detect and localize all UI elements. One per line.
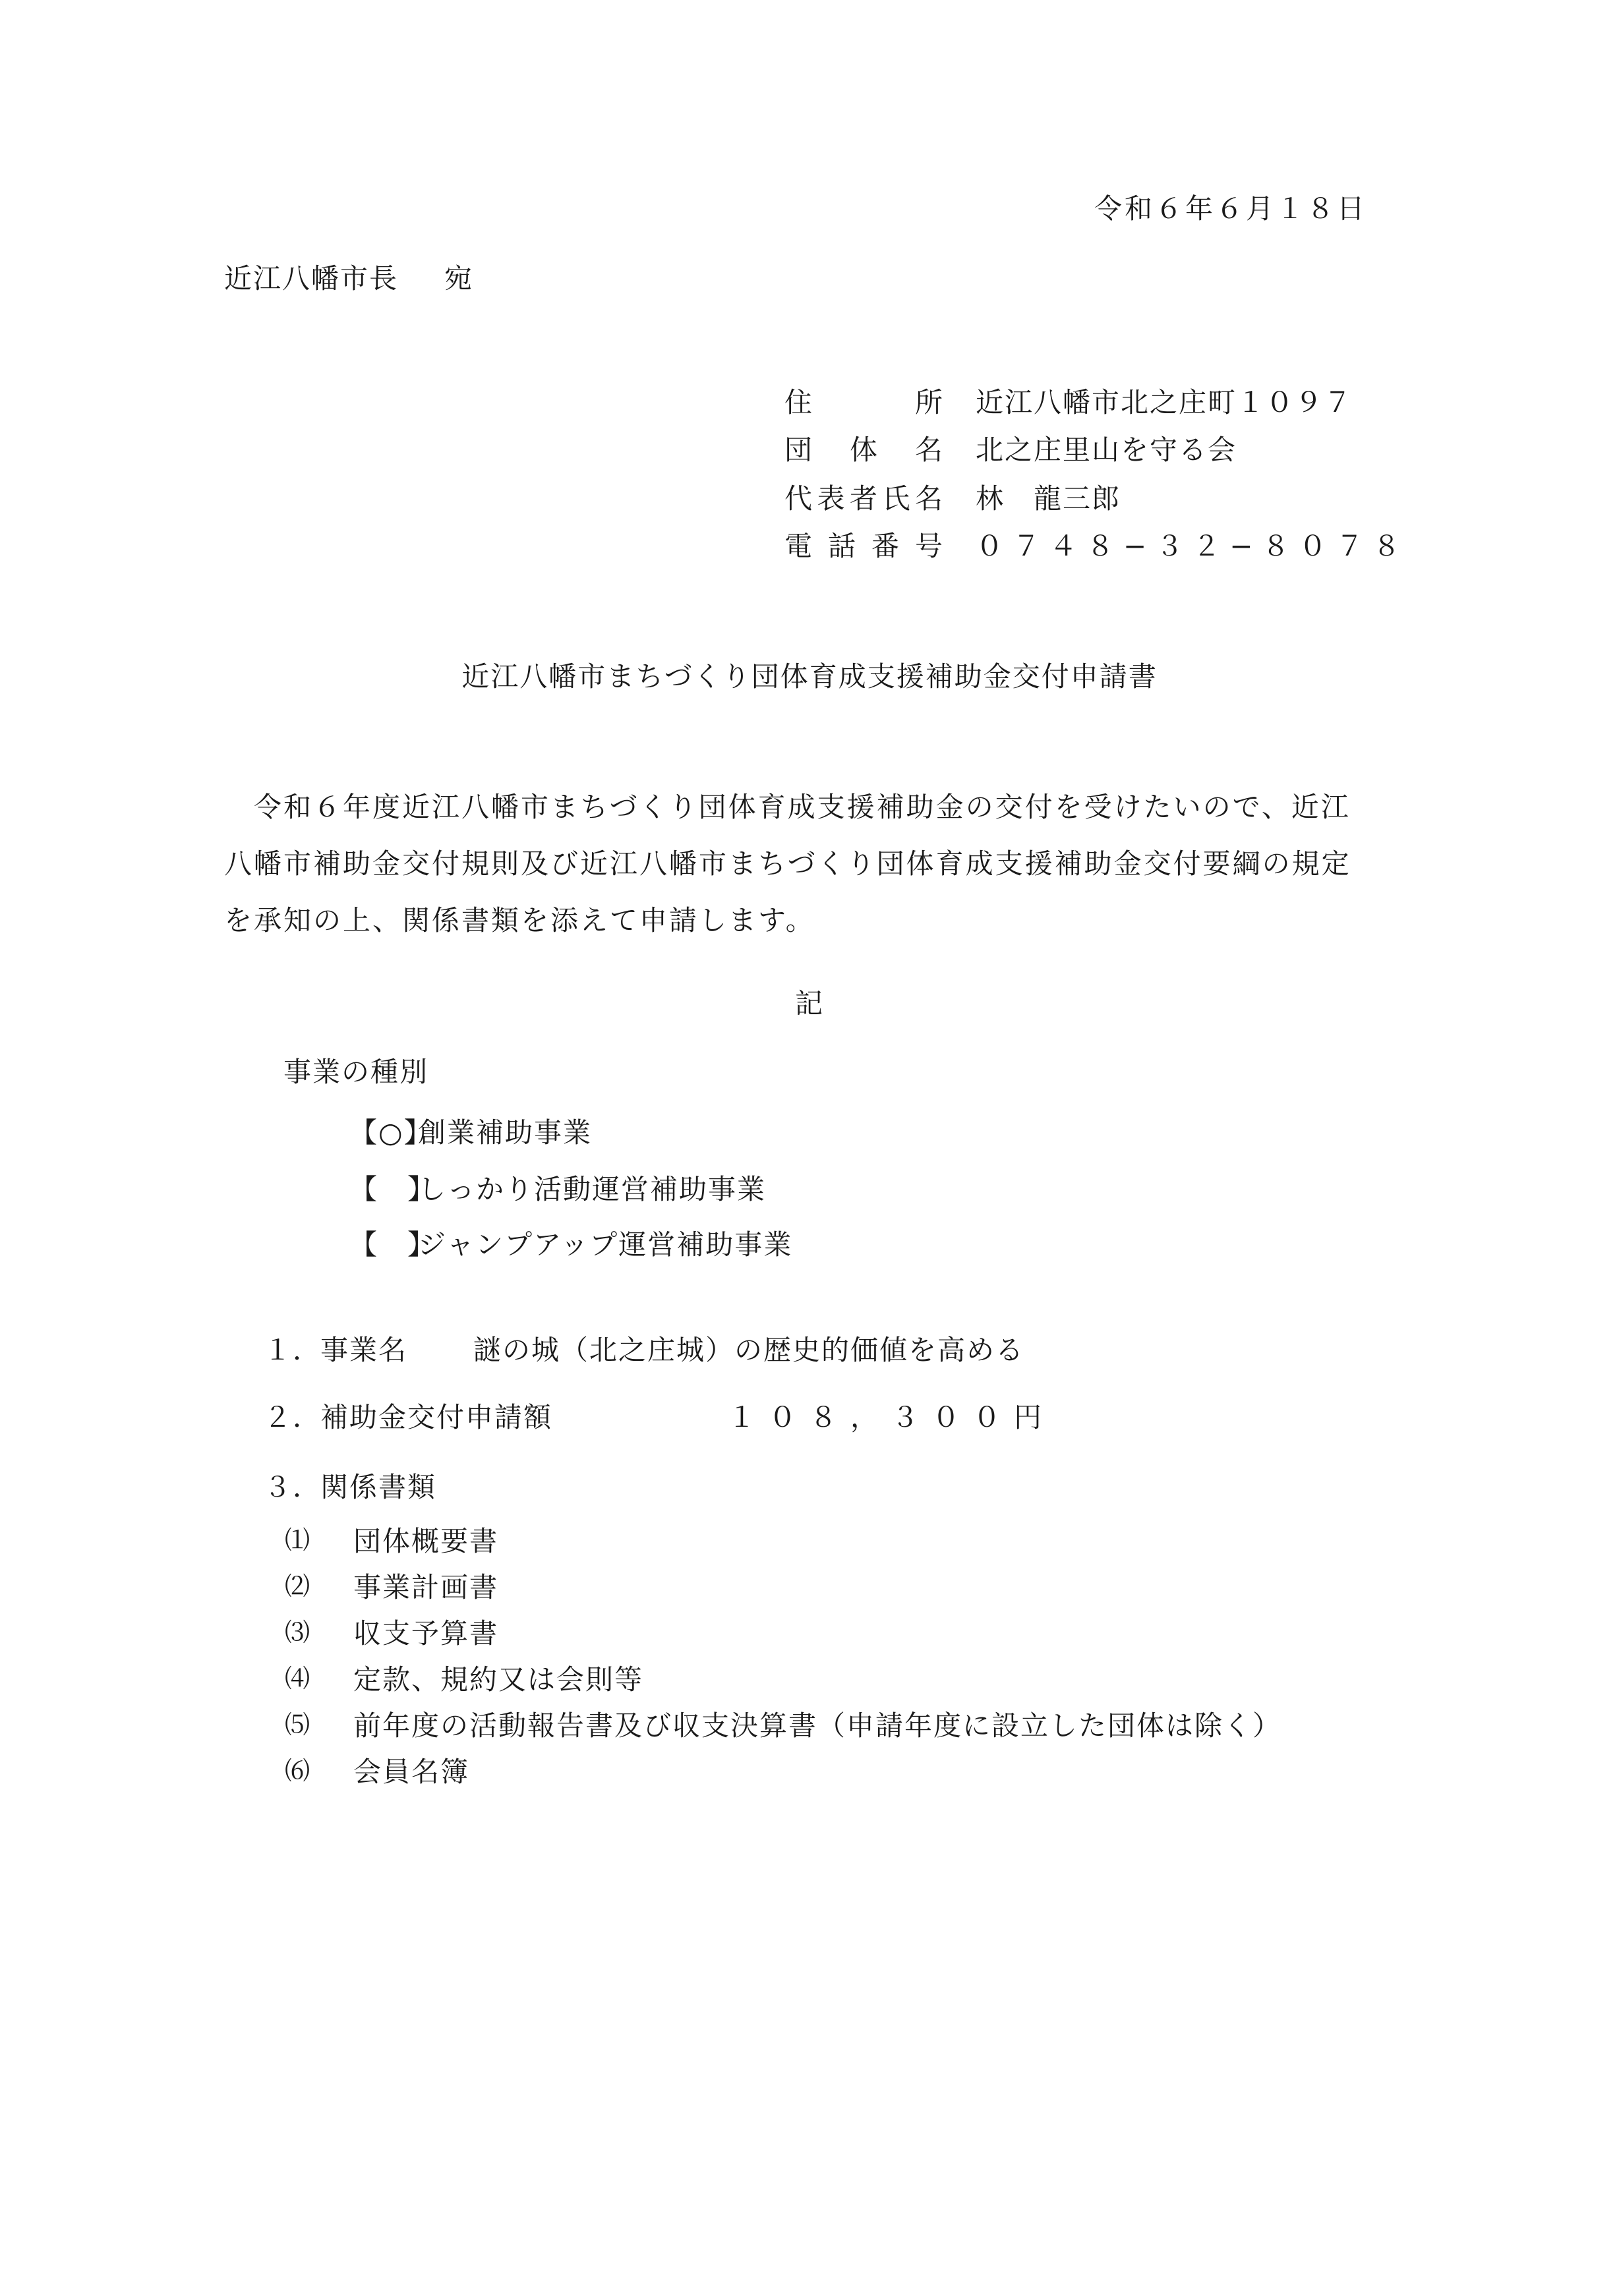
option-label: 創業補助事業	[418, 1116, 593, 1149]
representative-value: 林 龍三郎	[976, 482, 1121, 515]
body-line: 八幡市補助金交付規則及び近江八幡市まちづくり団体育成支援補助金交付要綱の規定	[224, 847, 1351, 880]
business-type-option	[349, 1173, 767, 1205]
document-item: 定款、規約又は会則等	[353, 1663, 644, 1696]
address-value: 近江八幡市北之庄町１０９７	[976, 386, 1353, 418]
item-number: ２．	[264, 1401, 322, 1433]
document-number: ⑵	[285, 1572, 312, 1601]
document-item: 前年度の活動報告書及び収支決算書（申請年度に設立した団体は除く）	[353, 1709, 1282, 1742]
org-label: 団体名	[784, 434, 944, 466]
ki-heading: 記	[794, 987, 824, 1019]
option-mark: 【 】	[349, 1173, 437, 1205]
business-type-option	[349, 1228, 793, 1261]
option-label: ジャンプアップ運営補助事業	[418, 1228, 793, 1261]
recipient-suffix: 宛	[444, 262, 474, 295]
document-number: ⑸	[285, 1710, 312, 1739]
address-label: 住所	[784, 386, 944, 418]
recipient-name: 近江八幡市長	[224, 262, 399, 295]
recipient	[224, 262, 474, 295]
document-item: 収支予算書	[353, 1617, 499, 1650]
document-number: ⑷	[285, 1664, 312, 1693]
representative-label: 代表者氏名	[784, 482, 944, 515]
document-item: 事業計画書	[353, 1571, 499, 1603]
document-number: ⑹	[285, 1756, 312, 1785]
option-mark: 【 】	[349, 1228, 437, 1261]
document-number: ⑶	[285, 1618, 312, 1647]
item-label: 補助金交付申請額	[320, 1401, 553, 1433]
option-mark: 【○】	[349, 1116, 433, 1149]
body-line: を承知の上、関係書類を添えて申請します。	[224, 904, 815, 936]
document-item: 会員名簿	[353, 1756, 470, 1788]
document-title: 近江八幡市まちづくり団体育成支援補助金交付申請書	[461, 660, 1158, 693]
project-name-value: 謎の城（北之庄城）の歴史的価値を高める	[473, 1334, 1025, 1366]
business-type-option	[349, 1116, 593, 1149]
document-number: ⑴	[285, 1526, 312, 1555]
document-item: 団体概要書	[353, 1525, 499, 1557]
phone-value: ０７４８−３２−８０７８	[976, 530, 1410, 562]
item-label: 関係書類	[320, 1471, 437, 1503]
body-paragraph	[224, 779, 1404, 949]
item-number: ３．	[264, 1471, 322, 1503]
phone-label: 電話番号	[784, 530, 944, 562]
org-value: 北之庄里山を守る会	[976, 434, 1237, 466]
option-label: しっかり活動運営補助事業	[418, 1173, 767, 1205]
item-number: １．	[264, 1334, 322, 1366]
item-label: 事業名	[320, 1334, 408, 1366]
business-type-heading: 事業の種別	[283, 1056, 429, 1088]
body-line: 令和６年度近江八幡市まちづくり団体育成支援補助金の交付を受けたいので、近江	[224, 791, 1351, 823]
requested-amount-value: １０８，３００円	[728, 1401, 1055, 1433]
application-date: 令和６年６月１８日	[1094, 192, 1368, 225]
